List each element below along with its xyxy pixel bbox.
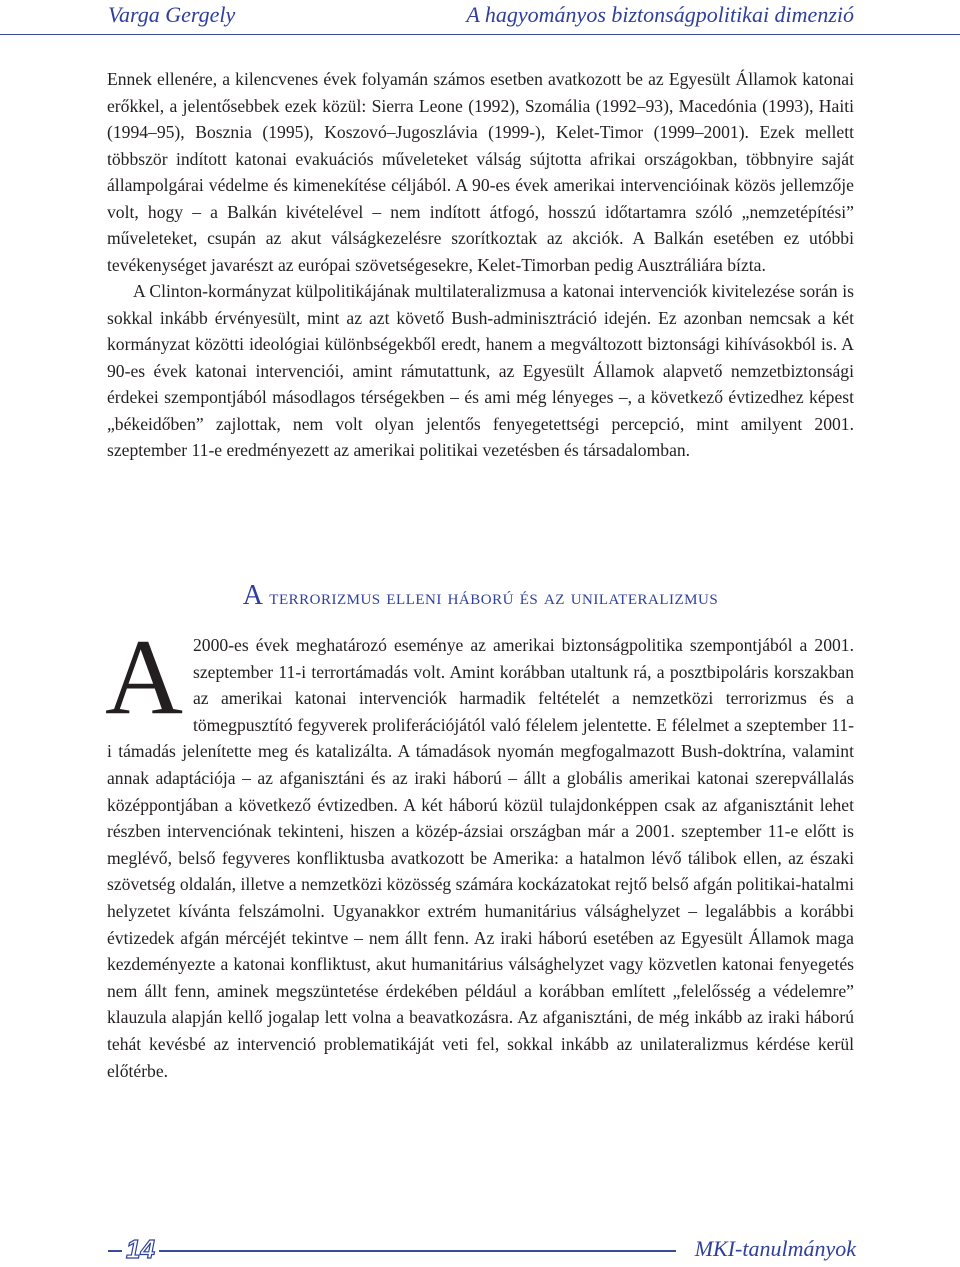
- section-paragraph-text: 2000-es évek meghatározó eseménye az amerikai biztonságpolitika szempontjából a 2001. szeptember 11-i terrortámadás volt. Amint korábban utaltunk rá, a posztbipoláris korszakban az amerikai katonai intervenciók harmadik feltételét a nemzetközi terrorizmus és a tömegpusztító fegyverek proliferációjától való félelem jelentette. E félelmet a szeptember 11-i támadás jelenítette meg és katalizálta. A támadások nyomán megfogalmazott Bush-doktrína, valamint annak adaptációja – az afganisztáni és az iraki háború – állt a globális amerikai katonai szerepvállalás középpontjában a következő évtizedben. A két háború közül tulajdonképpen csak az afganisztánit lehet részben intervenciónak tekinteni, hiszen a közép-ázsiai országban már a 2001. szeptember 11-e előtt is meglévő, belső fegyveres konfliktusba avatkozott be Amerika: a hatalmon lévő tálibok ellen, az északi szövetség oldalán, illetve a nemzetközi közösség számára kockázatokat rejtő belső afgán politikai-hatalmi helyzetet kívánta felszámolni. Ugyanakkor extrém humanitárius válsághelyzet – legalábbis a korábbi évtizedek afgán mércéjét tekintve – nem állt fenn. Az iraki háború esetében az Egyesült Államok maga kezdeményezte a katonai konfliktust, akut humanitárius válsághelyzet vagy közvetlen katonai fenyegetés nem állt fenn, aminek megszüntetése érdekében például a korábban említett „felelősség a védelemre” klauzula alapján kellő jogalap lett volna a beavatkozásra. Az afganisztáni, de még inkább az iraki háború tehát kevésbé az intervenció problematikáját veti fel, sokkal inkább az unilateralizmus kérdése kerül előtérbe.: [107, 635, 854, 1081]
- main-text: [107, 66, 854, 464]
- section-heading-initial: A: [242, 580, 264, 611]
- footer-series-name: MKI-tanulmányok: [694, 1236, 856, 1261]
- section-text: [105, 618, 854, 1084]
- section-paragraph: [105, 618, 854, 1084]
- section-heading-rest: terrorizmus elleni háború és az unilateralizmus: [269, 585, 719, 609]
- drop-cap-letter: A: [105, 618, 183, 737]
- header-running-title: A hagyományos biztonságpolitikai dimenzió: [466, 2, 854, 27]
- footer-rule-right: [176, 1250, 676, 1252]
- page-header: [0, 0, 960, 35]
- paragraph-2: A Clinton-kormányzat külpolitikájának multilateralizmusa a katonai intervenciók kivitelezése során is sokkal inkább érvényesült, mint az azt követő Bush-adminisztráció idején. Ez azonban nemcsak a két kormányzat közötti ideológiai különbségekből eredt, hanem a megváltozott biztonsági kihívásokból is. A 90-es évek katonai intervenciói, amint rámutattunk, az Egyesült Államok alapvető nemzetbiztonsági érdekei szempontjából másodlagos térségekben – és ami még lényeges –, a következő évtizedhez képest „békeidőben” zajlottak, nem volt olyan jelentős fenyegetettségi percepció, mint amilyent 2001. szeptember 11-e eredményezett az amerikai politikai vezetésben és társadalomban.: [107, 281, 854, 460]
- page-footer: [0, 1230, 960, 1267]
- paragraph-1: Ennek ellenére, a kilencvenes évek folyamán számos esetben avatkozott be az Egyesült Államok katonai erőkkel, a jelentősebbek ezek közül: Sierra Leone (1992), Szomália (1992–93), Macedónia (1993), Haiti (1994–95), Bosznia (1995), Koszovó–Jugoszlávia (1999-), Kelet-Timor (1999–2001). Ezek mellett többször indított katonai evakuációs műveleteket válság sújtotta afrikai országokban, többnyire saját állampolgárai védelme és kimenekítése céljából. A 90-es évek amerikai intervencióinak közös jellemzője volt, hogy – a Balkán kivételével – nem indított átfogó, hosszú időtartamra szóló „nemzetépítési” műveleteket, csupán az akut válságkezelésre szorítkoztak az akciók. A Balkán esetében ez utóbbi tevékenységet javarészt az európai szövetségesekre, Kelet-Timorban pedig Ausztráliára bízta.: [107, 69, 854, 275]
- section-heading: [107, 580, 854, 612]
- header-author: Varga Gergely: [108, 2, 236, 27]
- page-number: 14: [122, 1234, 159, 1265]
